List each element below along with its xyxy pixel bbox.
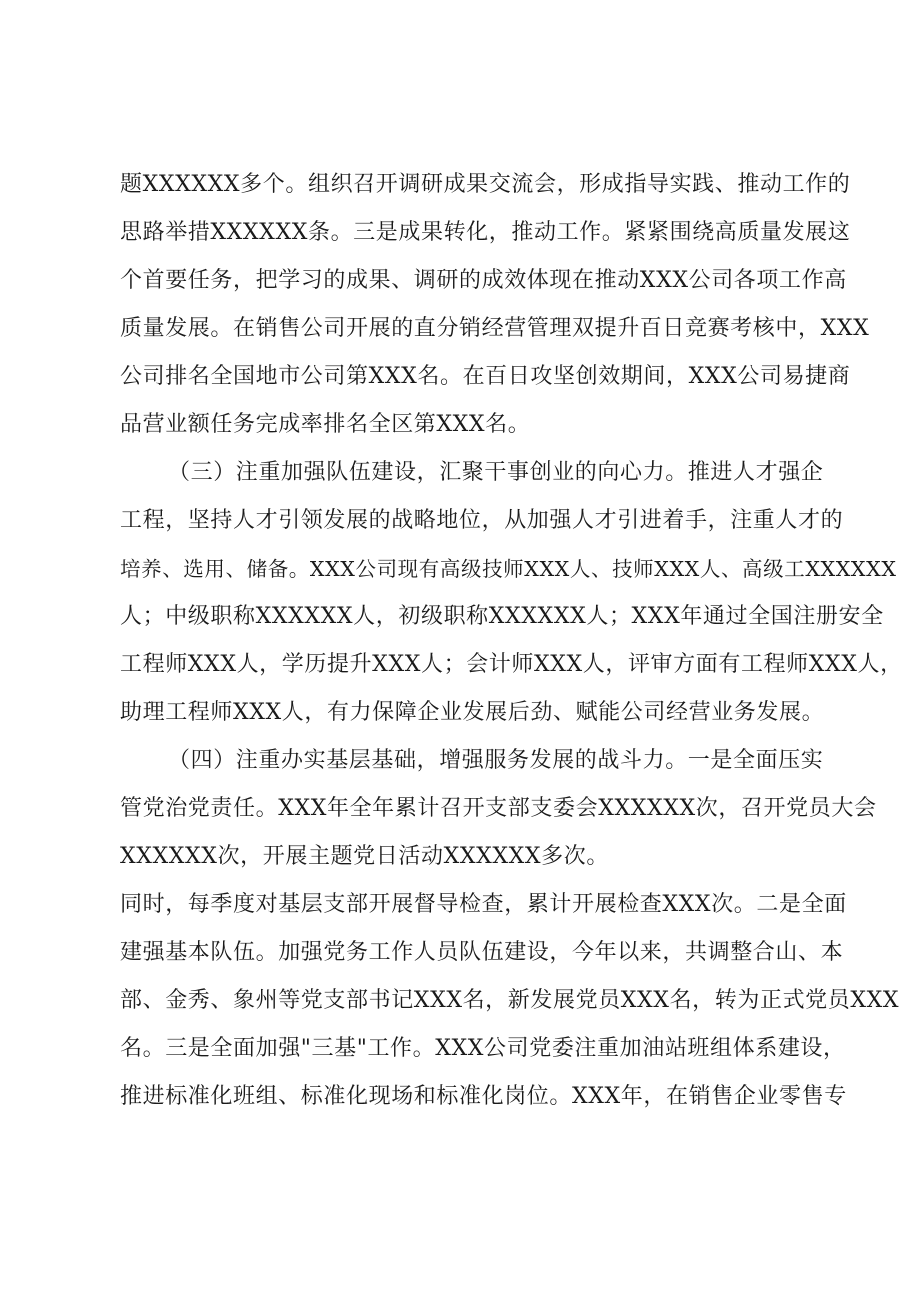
text-line: 质量发展。在销售公司开展的直分销经营管理双提升百日竞赛考核中，XXX (120, 316, 870, 341)
text-line: 品营业额任务完成率排名全区第XXX名。 (120, 412, 531, 437)
text-line: 思路举措XXXXXX条。三是成果转化，推动工作。紧紧围绕高质量发展这 (120, 220, 851, 245)
text-line: 部、金秀、象州等党支部书记XXX名，新发展党员XXX名，转为正式党员XXX (120, 988, 900, 1013)
text-line: 工程，坚持人才引领发展的战略地位，从加强人才引进着手，注重人才的 (120, 508, 844, 533)
text-line: 名。三是全面加强"三基"工作。XXX公司党委注重加油站班组体系建设， (120, 1036, 846, 1061)
text-line: 人；中级职称XXXXXX人，初级职称XXXXXX人；XXX年通过全国注册安全 (120, 604, 884, 629)
text-line: XXXXXX次，开展主题党日活动XXXXXX多次。 (120, 844, 609, 869)
text-line: 公司排名全国地市公司第XXX名。在百日攻坚创效期间，XXX公司易捷商 (120, 364, 851, 389)
text-line: 管党治党责任。XXX年全年累计召开支部支委会XXXXXX次，召开党员大会 (120, 796, 877, 821)
text-line: 工程师XXX人，学历提升XXX人；会计师XXX人，评审方面有工程师XXX人， (120, 652, 903, 677)
text-line: 同时，每季度对基层支部开展督导检查，累计开展检查XXX次。二是全面 (120, 892, 847, 917)
section-heading-line: （三）注重加强队伍建设，汇聚干事创业的向心力。推进人才强企 (168, 460, 824, 485)
text-line: 推进标准化班组、标准化现场和标准化岗位。XXX年，在销售企业零售专 (120, 1084, 847, 1109)
section-heading-line: （四）注重办实基层基础，增强服务发展的战斗力。一是全面压实 (168, 748, 824, 773)
text-line: 个首要任务，把学习的成果、调研的成效体现在推动XXX公司各项工作高 (120, 268, 847, 293)
text-line: 建强基本队伍。加强党务工作人员队伍建设，今年以来，共调整合山、本 (120, 940, 844, 965)
text-line: 助理工程师XXX人，有力保障企业发展后劲、赋能公司经营业务发展。 (120, 700, 825, 725)
text-line: 题XXXXXX多个。组织召开调研成果交流会，形成指导实践、推动工作的 (120, 172, 851, 197)
text-line: 培养、选用、储备。XXX公司现有高级技师XXX人、技师XXX人、高级工XXXXXX (120, 557, 897, 581)
